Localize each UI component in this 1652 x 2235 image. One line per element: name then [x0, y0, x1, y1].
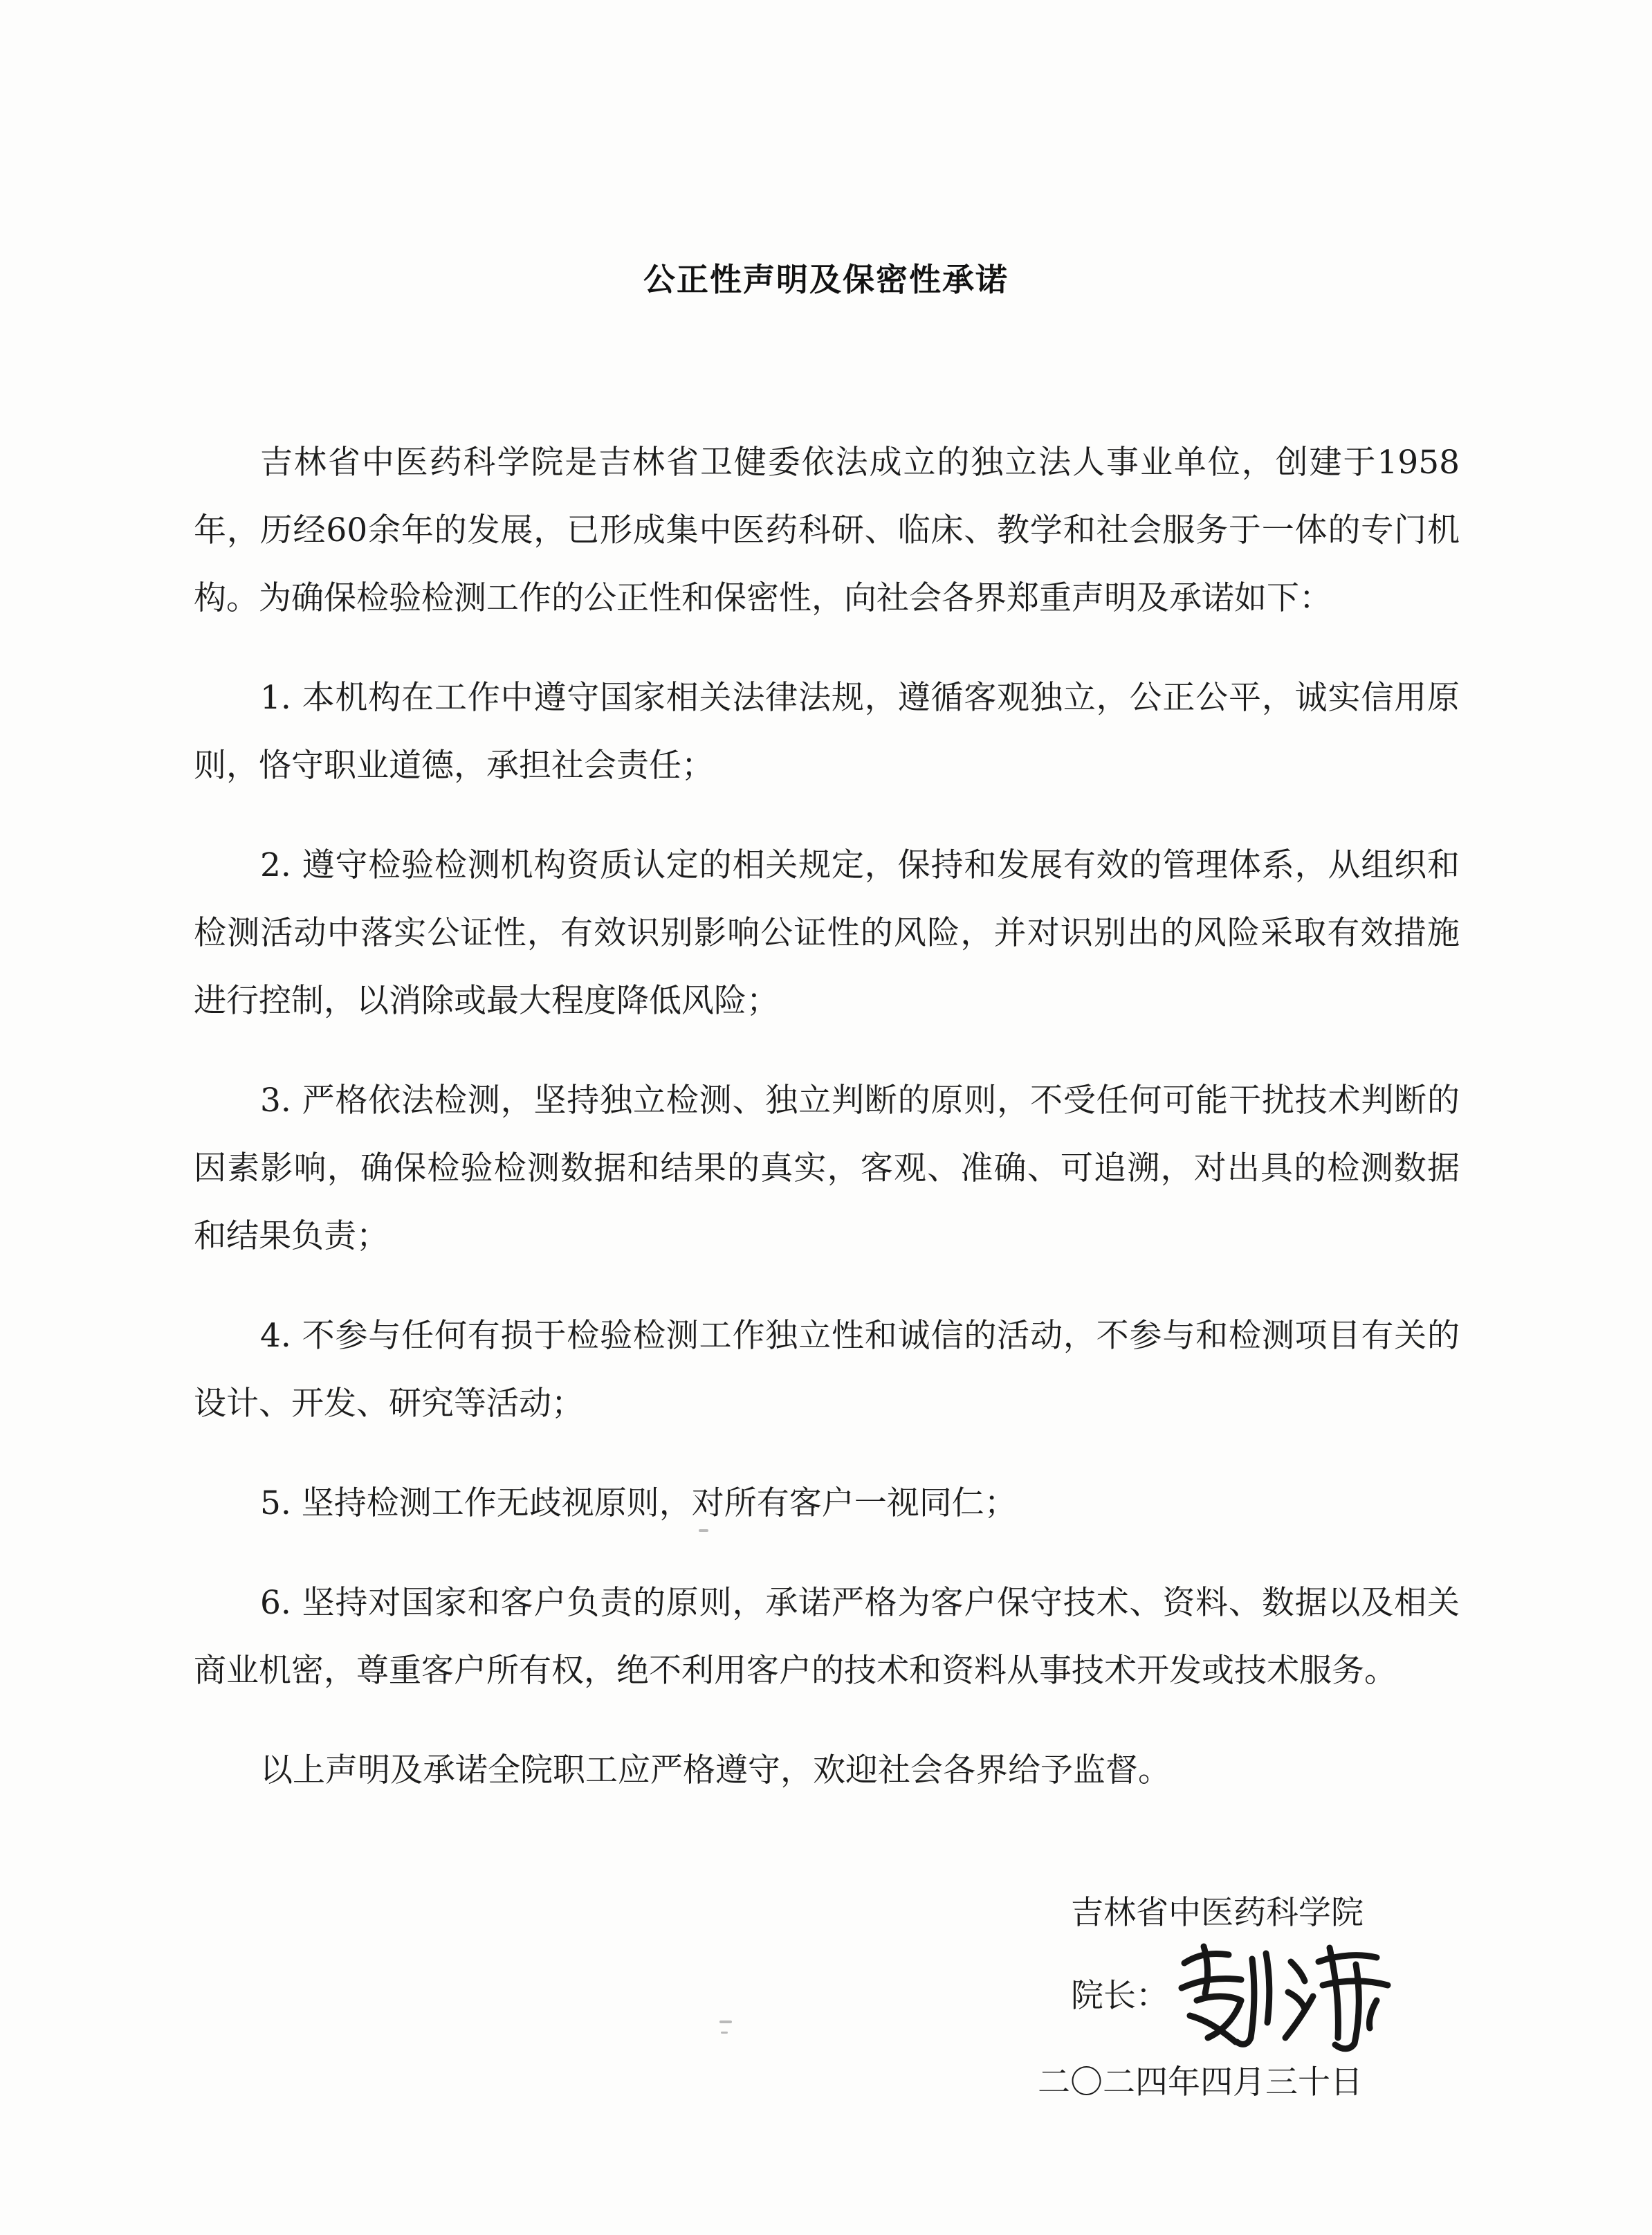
scan-speck [721, 2032, 728, 2034]
commitment-item-6: 6. 坚持对国家和客户负责的原则，承诺严格为客户保守技术、资料、数据以及相关商业机密，尊重客户所有权，绝不利用客户的技术和资料从事技术开发或技术服务。 [194, 1584, 1460, 1690]
scan-speck [699, 1529, 708, 1532]
commitment-item-5: 5. 坚持检测工作无歧视原则，对所有客户一视同仁； [260, 1484, 1017, 1522]
commitment-item-4: 4. 不参与任何有损于检验检测工作独立性和诚信的活动，不参与和检测项目有关的设计、开发、研究等活动； [194, 1317, 1460, 1423]
director-label: 院长： [1071, 1977, 1168, 2015]
commitment-item-1: 1. 本机构在工作中遵守国家相关法律法规，遵循客观独立，公正公平，诚实信用原则，恪守职业道德，承担社会责任； [194, 679, 1460, 785]
signing-organization: 吉林省中医药科学院 [1071, 1894, 1364, 1932]
signing-date: 二〇二四年四月三十日 [1038, 2063, 1363, 2101]
handwritten-signature [1169, 1934, 1404, 2059]
intro-paragraph: 吉林省中医药科学院是吉林省卫健委依法成立的独立法人事业单位，创建于1958年，历经60余年的发展，已形成集中医药科研、临床、教学和社会服务于一体的专门机构。为确保检验检测工作的公正性和保密性，向社会各界郑重声明及承诺如下： [194, 444, 1460, 617]
closing-paragraph: 以上声明及承诺全院职工应严格遵守，欢迎社会各界给予监督。 [260, 1751, 1171, 1789]
commitment-item-3: 3. 严格依法检测，坚持独立检测、独立判断的原则，不受任何可能干扰技术判断的因素影响，确保检验检测数据和结果的真实，客观、准确、可追溯，对出具的检测数据和结果负责； [194, 1082, 1460, 1255]
commitment-item-2: 2. 遵守检验检测机构资质认定的相关规定，保持和发展有效的管理体系，从组织和检测活动中落实公证性，有效识别影响公证性的风险，并对识别出的风险采取有效措施进行控制，以消除或最大程度降低风险； [194, 846, 1460, 1020]
document-body [194, 429, 1460, 1836]
document-title: 公正性声明及保密性承诺 [643, 261, 1009, 298]
scan-speck [719, 2020, 732, 2023]
